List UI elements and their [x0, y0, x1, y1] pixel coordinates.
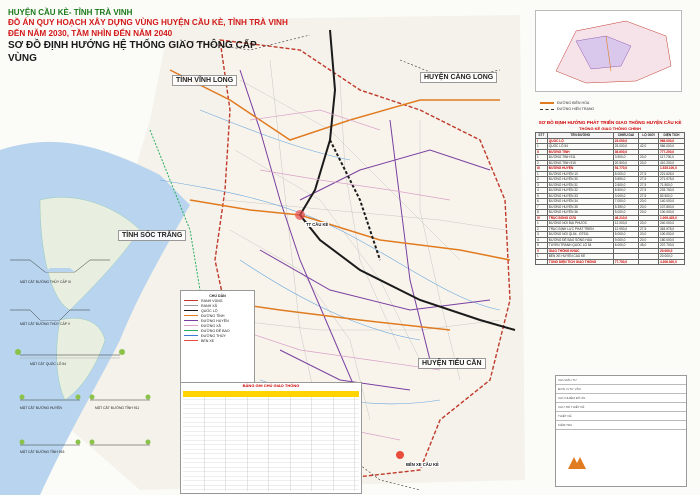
stats-table [535, 132, 685, 265]
inset-legend [540, 100, 640, 112]
stats-row: 2 ĐƯỜNG HUYỆN 30 9.890,0 27,5 271.975,0 [536, 177, 685, 183]
legend-item: ĐƯỜNG TỈNH [184, 313, 251, 318]
legend-item: QUỐC LỘ [184, 308, 251, 313]
stats-row: 5 ĐƯỜNG HUYỆN 33 3.000,0 27,5 82.500,0 [536, 193, 685, 199]
traffic-stats [535, 120, 685, 300]
company-logo [566, 455, 588, 471]
stats-row: IV TRỤC ĐÔNG CỨU 46.210,0 1.009.425,0 [536, 215, 685, 221]
notes-table-title: BẢNG GHI CHÚ GIAO THÔNG [242, 383, 300, 388]
section-label-3: MẶT CẮT QUỐC LỘ 54 [30, 362, 67, 366]
stats-row: 1 BẾN XE HUYỆN CẦU KÈ 20.000,0 [536, 254, 685, 260]
town-center-marker [295, 210, 305, 220]
stamp-row: THIẾT KẾ [556, 412, 686, 421]
stats-row: 1 QUỐC LỘ 54 23.000,0 42,0 966.000,0 [536, 144, 685, 150]
project-title: ĐỒ ÁN QUY HOẠCH XÂY DỰNG VÙNG HUYỆN CẦU KÈ, TỈNH TRÀ VINH [8, 18, 288, 27]
region-label-soc-trang: TỈNH SÓC TRĂNG [118, 230, 186, 241]
stats-row: 2 ĐƯỜNG TỈNH 915 20.500,0 20,0 410.200,0 [536, 160, 685, 166]
stats-row: 4 ĐƯỜNG HUYỆN 32 8.500,0 27,5 233.750,0 [536, 188, 685, 194]
inset-legend-item: ĐƯỜNG BIÊN HÒA [540, 100, 640, 106]
notes-table [180, 382, 362, 494]
stats-row: 1 ĐƯỜNG HUYỆN 10 8.000,0 27,5 221.625,0 [536, 171, 685, 177]
stats-row: II ĐƯỜNG TỈNH 36.600,0 777.200,0 [536, 149, 685, 155]
project-horizon: ĐẾN NĂM 2030, TẦM NHÌN ĐẾN NĂM 2040 [8, 28, 173, 38]
inset-legend-item: ĐƯỜNG HIỆN TRẠNG [540, 106, 640, 112]
legend-item: ĐƯỜNG ĐÊ BAO [184, 328, 251, 333]
region-label-vinh-long: TỈNH VĨNH LONG [172, 75, 237, 86]
stats-row: 2 TRỤC ĐỊNH LỰC PHÁT TRIỂN 12.990,0 27,5 363.975,0 [536, 226, 685, 232]
stamp-row: CHỦ TRÌ THIẾT KẾ [556, 403, 686, 412]
notes-table-header [183, 391, 359, 397]
legend-item: ĐƯỜNG HUYỆN [184, 318, 251, 323]
section-label-1: MẶT CẮT ĐƯỜNG THỦY CẤP III [20, 280, 71, 284]
stats-row: III ĐƯỜNG HUYỆN 54.770,0 1.525.100,0 [536, 166, 685, 172]
stats-row: 8 ĐƯỜNG HUYỆN 36 5.000,0 20,0 100.000,0 [536, 210, 685, 216]
map-legend [180, 290, 255, 390]
title-block [8, 8, 288, 65]
stats-header-row: STT TÊN ĐƯỜNG CHIỀU DÀI LỘ GIỚI DIỆN TÍCH [536, 133, 685, 139]
legend-item: RANH XÃ [184, 303, 251, 308]
town-label-cau-ke: TT CẦU KÈ [306, 222, 329, 227]
section-label-4: MẶT CẮT ĐƯỜNG HUYỆN [20, 406, 62, 410]
stamp-row: CHỦ ĐẦU TƯ [556, 376, 686, 385]
stats-body [536, 138, 685, 265]
stats-row: 4 ĐƯỜNG ĐÊ BAO SÔNG HẬU 9.000,0 20,0 180.000,0 [536, 237, 685, 243]
region-label-tieu-can: HUYỆN TIỂU CẦN [418, 358, 486, 369]
notes-table-grid [183, 391, 359, 491]
stamp-row: ĐƠN VỊ TƯ VẤN [556, 385, 686, 394]
section-label-5: MẶT CẮT ĐƯỜNG TỈNH 911 [95, 406, 140, 410]
stats-row: 6 ĐƯỜNG HUYỆN 34 7.000,0 20,0 140.000,0 [536, 199, 685, 205]
stats-row: TỔNG DIỆN TÍCH GIAO THÔNG 77.750,0 4.306.920,0 [536, 259, 685, 265]
stats-row: 7 ĐƯỜNG HUYỆN 35 5.390,0 20,0 107.800,0 [536, 204, 685, 210]
stamp-row: CHỦ NHIỆM ĐỒ ÁN [556, 394, 686, 403]
stats-subtitle: THỐNG KÊ GIAO THÔNG CHÍNH [579, 126, 641, 131]
section-label-2: MẶT CẮT ĐƯỜNG THỦY CẤP V [20, 322, 71, 326]
stats-row: I QUỐC LỘ 23.000,0 966.000,0 [536, 138, 685, 144]
stamp-row: KIỂM TRA [556, 421, 686, 430]
legend-item: BẾN XE [184, 338, 251, 343]
district-title: HUYỆN CẦU KÈ- TỈNH TRÀ VINH [8, 8, 133, 17]
legend-item: ĐƯỜNG XÃ [184, 323, 251, 328]
stats-title: SƠ ĐỒ ĐỊNH HƯỚNG PHÁT TRIỂN GIAO THÔNG HUYỆN CẦU KÈ [538, 120, 682, 125]
stats-row: 1 ĐƯỜNG NỐI ĐẠI PHƯỚC 12.000,0 20,0 240.000,0 [536, 221, 685, 227]
map-title: SƠ ĐỒ ĐỊNH HƯỚNG HỆ THỐNG GIAO THÔNG CẤP VÙNG [8, 40, 257, 64]
stats-row: 3 ĐƯỜNG HUYỆN 31 2.600,0 27,5 71.500,0 [536, 182, 685, 188]
location-inset [535, 10, 682, 92]
bus-station-label: BẾN XE CẦU KÈ [406, 462, 439, 467]
stats-row: 3 ĐƯỜNG NỐI QL54 - ĐT911 5.000,0 20,0 100.000,0 [536, 232, 685, 238]
legend-item: RANH VÙNG [184, 298, 251, 303]
region-label-cang-long: HUYỆN CÀNG LONG [420, 72, 497, 83]
stats-row: 1 ĐƯỜNG TỈNH 911 3.900,0 20,0 117.700,0 [536, 155, 685, 161]
cross-sections [0, 240, 180, 495]
stats-row: 5 TUYẾN TRÁNH QUỐC LỘ 54 6.000,0 45,0 207.700,0 [536, 243, 685, 249]
legend-item: ĐƯỜNG THỦY [184, 333, 251, 338]
section-label-6: MẶT CẮT ĐƯỜNG TỈNH 915 [20, 450, 65, 454]
legend-title: CHÚ DẪN [209, 293, 226, 298]
stats-row: V GIAO THÔNG KHÁC 20.000,0 [536, 248, 685, 254]
bus-station-marker [396, 451, 404, 459]
